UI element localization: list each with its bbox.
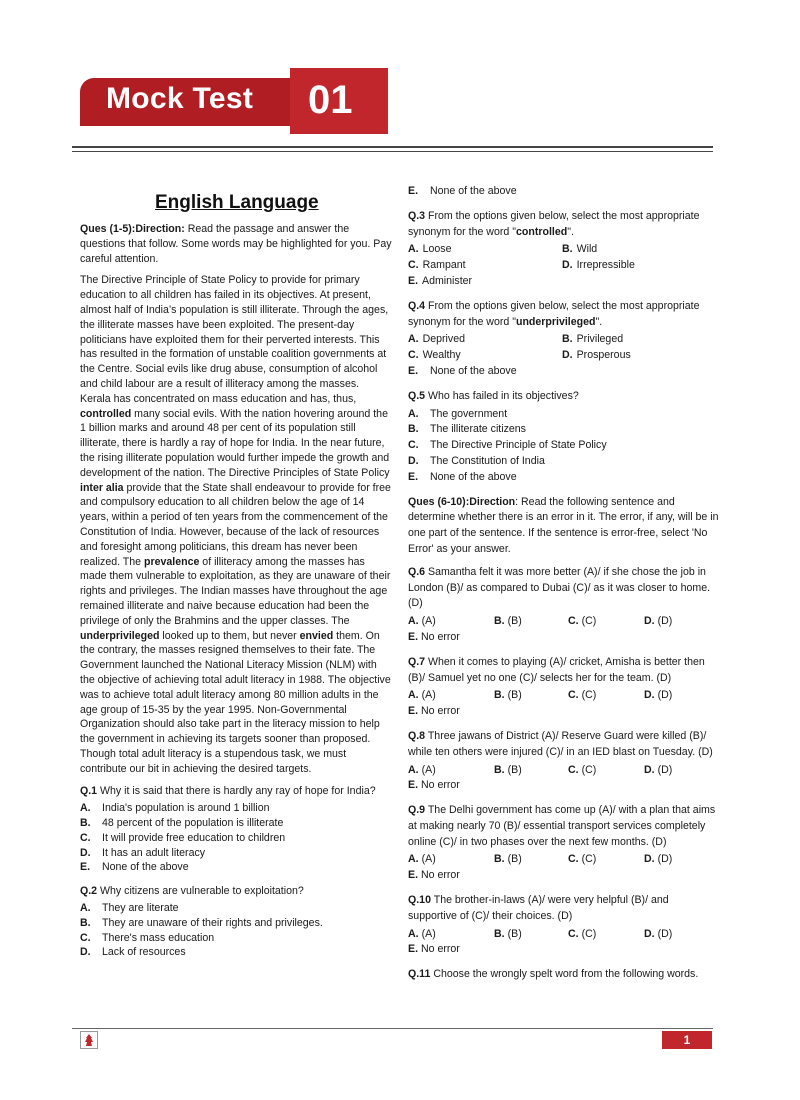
option-c[interactable] [568, 852, 644, 868]
option-b[interactable] [80, 816, 392, 831]
option-text: (A) [421, 853, 436, 866]
option-text: It has an adult literacy [102, 846, 206, 859]
option-text: Wild [576, 243, 598, 256]
option-label: E. [408, 630, 419, 643]
option-label: A. [408, 689, 419, 702]
header-rule-thick [72, 146, 713, 148]
option-b[interactable] [408, 422, 720, 438]
option-c[interactable] [568, 688, 644, 704]
option-text: India's population is around 1 billion [102, 802, 270, 815]
directions-text: : Read the following sentence and determine whether there is an error in it. The error, if any, will be in one part of the sentence. If the sentence is error-free, select 'No Error' as your answer. [408, 495, 719, 555]
option-text: (D) [657, 615, 673, 628]
option-label: D. [80, 846, 91, 859]
option-b[interactable] [80, 916, 392, 931]
question-text: Choose the wrongly spelt word from the following words. [430, 968, 699, 981]
option-e[interactable] [408, 470, 720, 486]
question-text: Three jawans of District (A)/ Reserve Guard were killed (B)/ while ten others were injured (C)/ in an IED blast on Tuesday. (D) [408, 729, 713, 758]
question-9 [408, 803, 720, 884]
option-label: D. [562, 259, 573, 272]
option-label: D. [408, 454, 419, 467]
banner-title: Mock Test [106, 82, 254, 115]
option-a[interactable] [408, 332, 562, 348]
highlight-word: underprivileged [80, 629, 160, 642]
option-d[interactable] [644, 927, 714, 943]
option-c[interactable] [408, 258, 562, 274]
highlight-word: inter alia [80, 481, 124, 494]
question-1 [80, 784, 392, 875]
option-c[interactable] [80, 931, 392, 946]
question-number: Q.11 [408, 968, 431, 981]
option-text: Prosperous [576, 349, 631, 362]
option-text: 48 percent of the population is illiterate [102, 817, 284, 830]
highlight-word: underprivileged [515, 315, 596, 328]
option-d[interactable] [80, 945, 392, 960]
highlight-word: controlled [515, 225, 568, 238]
option-text: (D) [657, 853, 673, 866]
question-7 [408, 655, 720, 720]
directions-1-5 [80, 222, 392, 266]
publisher-logo-icon [80, 1031, 98, 1049]
option-text: No error [420, 869, 460, 882]
option-text: The Directive Principle of State Policy [430, 439, 607, 452]
question-text: Samantha felt it was more better (A)/ if she chose the job in London (B)/ as compared to Dubai (C)/ as it was closer to home. (D) [408, 565, 711, 610]
option-e[interactable] [408, 364, 720, 380]
question-6 [408, 565, 720, 646]
question-text: Why citizens are vulnerable to exploitation? [97, 885, 304, 898]
option-text: Irrepressible [576, 259, 635, 272]
option-text: They are literate [102, 902, 179, 915]
option-a[interactable] [408, 614, 494, 630]
option-label: E. [80, 861, 91, 874]
question-number: Q.2 [80, 885, 98, 898]
option-label: B. [80, 817, 91, 830]
option-text: (A) [421, 615, 436, 628]
question-text: From the options given below, select the most appropriate synonym for the word " [408, 299, 700, 328]
section-title: English Language [155, 192, 319, 213]
option-text: Lack of resources [102, 946, 186, 959]
option-label: E. [408, 274, 419, 287]
option-label: D. [644, 763, 655, 776]
option-text: Loose [422, 243, 452, 256]
option-label: A. [408, 763, 419, 776]
question-text: ". [595, 315, 603, 328]
option-d[interactable] [644, 614, 714, 630]
option-d[interactable] [408, 454, 720, 470]
option-a[interactable] [408, 927, 494, 943]
highlight-word: controlled [80, 407, 132, 420]
option-label: A. [80, 902, 91, 915]
question-number: Q.3 [408, 209, 426, 222]
option-text: (D) [657, 927, 673, 940]
option-label: D. [562, 349, 573, 362]
directions-text: Read the passage and answer the questions that follow. Some words may be highlighted for you. Pay careful attention. [80, 223, 392, 265]
question-number: Q.10 [408, 894, 431, 907]
question-number: Q.8 [408, 729, 426, 742]
reading-passage [80, 273, 392, 776]
question-number: Q.1 [80, 785, 98, 798]
left-column [80, 222, 392, 969]
option-b[interactable] [494, 852, 568, 868]
option-text: None of the above [102, 861, 189, 874]
passage-text: many social evils. With the nation hovering around the 1 billion marks and around 48 per cent of its population still illiterate, there is hardly a ray of hope for India. In the near future, the rising illiterate population would further impede the growth and development of the nation. The Directive Principles of State Policy [80, 407, 390, 479]
option-text: Rampant [422, 259, 466, 272]
option-text: (C) [581, 763, 597, 776]
option-c[interactable] [80, 831, 392, 846]
option-text: (C) [581, 615, 597, 628]
option-label: C. [408, 259, 419, 272]
question-5 [408, 389, 720, 486]
option-label: B. [494, 763, 505, 776]
option-a[interactable] [80, 801, 392, 816]
option-text: Wealthy [422, 349, 461, 362]
option-e[interactable] [80, 860, 392, 875]
option-d[interactable] [80, 846, 392, 861]
option-e[interactable] [408, 704, 720, 720]
question-number: Q.6 [408, 565, 426, 578]
question-text: The Delhi government has come up (A)/ with a plan that aims at making nearly 70 (B)/ essential transport services completely online (C)/ in two phases over the next few months. (D) [408, 804, 716, 848]
question-number: Q.4 [408, 299, 426, 312]
option-b[interactable] [494, 927, 568, 943]
question-number: Q.9 [408, 804, 426, 817]
page-number: 1 [662, 1031, 712, 1049]
option-label: A. [408, 615, 419, 628]
option-label: B. [562, 243, 573, 256]
option-label: A. [408, 333, 419, 346]
passage-text: looked up to them, but never [159, 629, 300, 642]
option-label: B. [494, 853, 505, 866]
option-text: Deprived [422, 333, 465, 346]
option-b[interactable] [562, 332, 712, 348]
question-number: Q.5 [408, 389, 426, 402]
option-text: No error [420, 779, 460, 792]
option-text: (C) [581, 689, 597, 702]
option-label: A. [408, 927, 419, 940]
option-a[interactable] [408, 852, 494, 868]
passage-text: of illiteracy among the masses has made them vulnerable to exploitation, as they are unaware of their rights and privileges. The Indian masses have throughout the age remained illiterate and naive because education had been the privilege of only the Brahmins and the upper classes. The [80, 555, 391, 627]
option-label: E. [408, 869, 419, 882]
option-label: A. [80, 802, 91, 815]
option-text: (A) [421, 927, 436, 940]
question-2 [80, 884, 392, 960]
option-text: (A) [421, 689, 436, 702]
option-a[interactable] [408, 407, 720, 423]
option-label: C. [408, 349, 419, 362]
option-label: D. [80, 946, 91, 959]
option-d[interactable] [562, 258, 712, 274]
option-label: A. [408, 243, 419, 256]
option-d[interactable] [644, 852, 714, 868]
option-text: Privileged [576, 333, 624, 346]
option-text: (B) [507, 689, 522, 702]
option-c[interactable] [408, 348, 562, 364]
option-label: C. [408, 439, 419, 452]
option-text: (C) [581, 927, 597, 940]
option-e[interactable] [408, 778, 720, 794]
option-c[interactable] [568, 763, 644, 779]
option-label: C. [80, 831, 91, 844]
passage-text: provide that the State shall endeavour to provide for free and compulsory education to all children below the age of 14 years, within a period of ten years from the commencement of the Constitution of India. However, because of the lack of resources and foresight among politicians, this dream has never been realized. The [80, 481, 391, 568]
option-label: A. [408, 853, 419, 866]
option-label: C. [568, 853, 579, 866]
option-e[interactable] [408, 630, 720, 646]
option-label: B. [80, 916, 91, 929]
passage-text: them. On the contrary, the masses resigned themselves to their fate. The Government launched the National Literacy Mission (NLM) with the objective of achieving total adult literacy in 1988. The objective was to achieve total adult literacy among 80 million adults in the age group of 15-35 by the year 1995. Non-Governmental Organization should also take part in the literacy mission to help the government in achieving its targets sooner than proposed. Though total adult literacy is a stupendous task, we must contribute our bit in achieving the desired targets. [80, 629, 391, 775]
question-text: From the options given below, select the most appropriate synonym for the word " [408, 209, 700, 238]
option-a[interactable] [408, 688, 494, 704]
option-text: The Constitution of India [430, 454, 545, 467]
option-text: They are unaware of their rights and privileges. [102, 916, 323, 929]
option-a[interactable] [408, 242, 562, 258]
option-label: E. [408, 470, 419, 483]
option-c[interactable] [568, 927, 644, 943]
option-label: E. [408, 364, 419, 377]
option-text: None of the above [430, 364, 517, 377]
option-text: None of the above [430, 185, 517, 197]
question-10 [408, 893, 720, 958]
option-text: Administer [422, 274, 473, 287]
right-column [408, 184, 720, 985]
option-text: (A) [421, 763, 436, 776]
option-text: (B) [507, 763, 522, 776]
passage-text: The Directive Principle of State Policy to provide for primary education to all children has failed in its objectives. At present, almost half of India’s population is still illiterate. Through the ages, the illiterate masses have been exploited. The present-day politicians have exploited them for their perverted interests. This has resulted in the formation of unstable coalition governments at the Centre. Social evils like drug abuse, consumption of alcohol and child labour are a result of illiteracy among the masses. Kerala has concentrated on mass education and has, thus, [80, 274, 389, 405]
option-label: E. [408, 779, 419, 792]
option-text: The government [430, 407, 508, 420]
option-label: D. [644, 689, 655, 702]
option-label: D. [644, 927, 655, 940]
question-2-continued [408, 184, 720, 200]
option-text: The illiterate citizens [430, 423, 526, 436]
option-text: No error [420, 943, 460, 956]
option-text: No error [420, 705, 460, 718]
header-rule-thin [72, 151, 713, 152]
directions-6-10 [408, 495, 720, 558]
option-e[interactable] [408, 868, 720, 884]
option-label: B. [408, 423, 419, 436]
option-label: B. [494, 689, 505, 702]
option-b[interactable] [562, 242, 712, 258]
highlight-word: envied [299, 629, 334, 642]
option-c[interactable] [408, 438, 720, 454]
option-label: C. [568, 763, 579, 776]
option-text: (D) [657, 763, 673, 776]
question-number: Q.7 [408, 655, 426, 668]
option-text: It will provide free education to children [102, 831, 286, 844]
question-4 [408, 299, 720, 380]
option-text: (B) [507, 853, 522, 866]
option-e[interactable] [408, 274, 562, 290]
mock-test-banner [80, 68, 388, 134]
option-d[interactable] [562, 348, 712, 364]
option-text: (B) [507, 615, 522, 628]
option-text: There's mass education [102, 931, 215, 944]
option-label: E. [408, 943, 419, 956]
option-a[interactable] [80, 901, 392, 916]
option-label: E. [408, 705, 419, 718]
question-text: ". [567, 225, 574, 238]
banner-number: 01 [308, 78, 353, 122]
option-label: D. [644, 615, 655, 628]
option-label: C. [568, 615, 579, 628]
option-text: (B) [507, 927, 522, 940]
highlight-word: prevalence [144, 555, 200, 568]
question-3 [408, 209, 720, 290]
option-d[interactable] [644, 763, 714, 779]
option-a[interactable] [408, 763, 494, 779]
directions-label: Ques (6-10):Direction [408, 495, 516, 508]
option-b[interactable] [494, 614, 568, 630]
option-label: B. [494, 615, 505, 628]
option-label: C. [568, 689, 579, 702]
option-text: None of the above [430, 470, 517, 483]
option-d[interactable] [644, 688, 714, 704]
option-label: A. [408, 407, 419, 420]
question-text: Who has failed in its objectives? [425, 389, 579, 402]
option-label: C. [80, 931, 91, 944]
option-label: E. [408, 185, 419, 197]
option-text: No error [420, 630, 460, 643]
question-text: The brother-in-laws (A)/ were very helpful (B)/ and supportive of (C)/ their choices. (D) [408, 894, 669, 922]
option-label: B. [494, 927, 505, 940]
option-b[interactable] [494, 688, 568, 704]
directions-label: Ques (1-5):Direction: [80, 223, 185, 235]
option-b[interactable] [494, 763, 568, 779]
question-11 [408, 967, 720, 983]
question-text: When it comes to playing (A)/ cricket, Amisha is better then (B)/ Samuel yet no one (C)/ selects her for the team. (D) [408, 655, 705, 684]
question-8 [408, 729, 720, 794]
option-label: C. [568, 927, 579, 940]
option-text: (D) [657, 689, 673, 702]
option-text: (C) [581, 853, 597, 866]
footer-rule [72, 1028, 713, 1029]
option-c[interactable] [568, 614, 644, 630]
option-e[interactable] [408, 942, 720, 958]
option-label: D. [644, 853, 655, 866]
option-label: B. [562, 333, 573, 346]
option-e[interactable] [408, 184, 720, 200]
question-text: Why it is said that there is hardly any ray of hope for India? [97, 785, 376, 798]
